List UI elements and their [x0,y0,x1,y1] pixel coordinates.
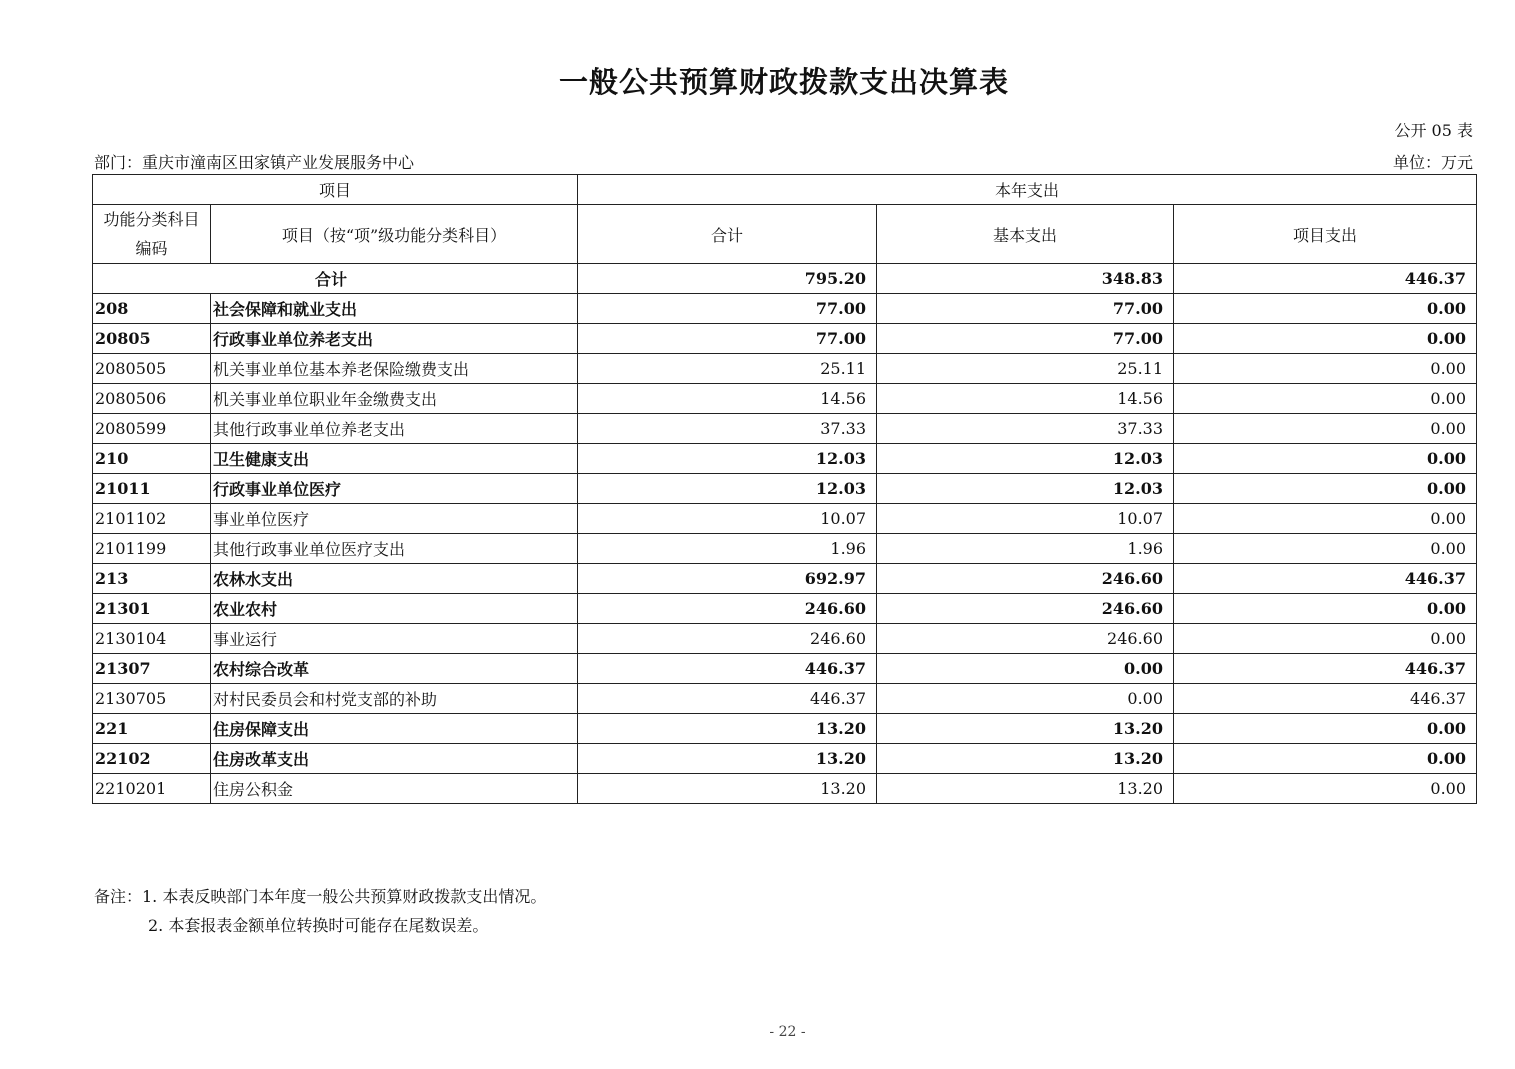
page-number: - 22 - [769,1024,806,1040]
row-basic: 0.00 [877,654,1174,684]
row-code: 210 [93,444,211,474]
row-code: 22102 [93,744,211,774]
row-name: 事业运行 [211,624,578,654]
note-2: 2. 本套报表金额单位转换时可能存在尾数误差。 [148,916,489,935]
row-basic: 246.60 [877,594,1174,624]
row-code: 21307 [93,654,211,684]
row-code: 2080505 [93,354,211,384]
row-total: 37.33 [578,414,877,444]
row-project: 446.37 [1174,654,1477,684]
row-total: 692.97 [578,564,877,594]
row-basic: 25.11 [877,354,1174,384]
notes [94,882,546,940]
row-basic: 246.60 [877,624,1174,654]
row-total: 12.03 [578,444,877,474]
table-row [93,744,1477,774]
table-row [93,414,1477,444]
row-project: 446.37 [1174,684,1477,714]
row-code: 21301 [93,594,211,624]
header-project-name: 项目（按“项”级功能分类科目） [211,205,578,264]
header-row-sub [93,205,1477,264]
row-basic: 12.03 [877,474,1174,504]
table-row [93,774,1477,804]
row-project: 446.37 [1174,564,1477,594]
row-basic: 13.20 [877,774,1174,804]
row-project: 0.00 [1174,504,1477,534]
row-name: 住房公积金 [211,774,578,804]
table-row [93,324,1477,354]
row-project: 0.00 [1174,414,1477,444]
row-code: 2210201 [93,774,211,804]
row-total: 12.03 [578,474,877,504]
table-row [93,714,1477,744]
table-row [93,444,1477,474]
row-name: 农业农村 [211,594,578,624]
row-total: 13.20 [578,714,877,744]
table-row [93,294,1477,324]
row-name: 卫生健康支出 [211,444,578,474]
row-code: 221 [93,714,211,744]
row-name: 社会保障和就业支出 [211,294,578,324]
row-project: 0.00 [1174,624,1477,654]
row-name: 农村综合改革 [211,654,578,684]
row-name: 机关事业单位职业年金缴费支出 [211,384,578,414]
row-name: 对村民委员会和村党支部的补助 [211,684,578,714]
row-code: 2080599 [93,414,211,444]
row-total: 246.60 [578,624,877,654]
row-total: 446.37 [578,684,877,714]
expenditure-table [92,174,1477,804]
row-basic: 13.20 [877,714,1174,744]
row-basic: 13.20 [877,744,1174,774]
row-total: 1.96 [578,534,877,564]
row-project: 0.00 [1174,474,1477,504]
row-total: 25.11 [578,354,877,384]
table-row [93,354,1477,384]
row-name: 农林水支出 [211,564,578,594]
row-basic: 10.07 [877,504,1174,534]
row-basic: 246.60 [877,564,1174,594]
row-basic: 1.96 [877,534,1174,564]
row-name: 机关事业单位基本养老保险缴费支出 [211,354,578,384]
row-total: 13.20 [578,744,877,774]
row-code: 2130705 [93,684,211,714]
row-basic: 14.56 [877,384,1174,414]
header-basic: 基本支出 [877,205,1174,264]
row-code: 213 [93,564,211,594]
note-1: 备注：1. 本表反映部门本年度一般公共预算财政拨款支出情况。 [94,887,547,906]
header-current-year-spending: 本年支出 [578,175,1477,205]
row-basic: 37.33 [877,414,1174,444]
header-project: 项目 [93,175,578,205]
row-project: 0.00 [1174,294,1477,324]
row-project: 0.00 [1174,384,1477,414]
table-row [93,384,1477,414]
table-row [93,684,1477,714]
row-project: 0.00 [1174,354,1477,384]
row-total: 10.07 [578,504,877,534]
row-code: 208 [93,294,211,324]
table-row [93,594,1477,624]
form-code: 公开 05 表 [1394,121,1473,140]
row-total: 77.00 [578,324,877,354]
table-row [93,474,1477,504]
header-func-code: 功能分类科目编码 [93,205,211,264]
row-code: 2080506 [93,384,211,414]
row-basic: 77.00 [877,324,1174,354]
row-code: 20805 [93,324,211,354]
row-project: 0.00 [1174,534,1477,564]
row-name: 其他行政事业单位医疗支出 [211,534,578,564]
row-total: 446.37 [578,654,877,684]
row-project: 0.00 [1174,714,1477,744]
row-code: 2101102 [93,504,211,534]
row-total: 14.56 [578,384,877,414]
total-project: 446.37 [1174,264,1477,294]
row-basic: 77.00 [877,294,1174,324]
row-project: 0.00 [1174,774,1477,804]
row-name: 住房改革支出 [211,744,578,774]
unit-label: 单位：万元 [1392,153,1473,172]
total-row [93,264,1477,294]
header-project-spending: 项目支出 [1174,205,1477,264]
table-row [93,654,1477,684]
row-project: 0.00 [1174,324,1477,354]
table-row [93,564,1477,594]
row-code: 21011 [93,474,211,504]
row-name: 行政事业单位医疗 [211,474,578,504]
row-total: 13.20 [578,774,877,804]
table-row [93,534,1477,564]
row-name: 行政事业单位养老支出 [211,324,578,354]
row-project: 0.00 [1174,444,1477,474]
row-project: 0.00 [1174,744,1477,774]
header-total: 合计 [578,205,877,264]
row-code: 2130104 [93,624,211,654]
row-name: 其他行政事业单位养老支出 [211,414,578,444]
row-name: 事业单位医疗 [211,504,578,534]
table-row [93,624,1477,654]
total-label: 合计 [93,264,578,294]
row-total: 77.00 [578,294,877,324]
row-name: 住房保障支出 [211,714,578,744]
total-basic: 348.83 [877,264,1174,294]
total-sum: 795.20 [578,264,877,294]
row-project: 0.00 [1174,594,1477,624]
department-label: 部门：重庆市潼南区田家镇产业发展服务中心 [94,153,415,172]
row-basic: 0.00 [877,684,1174,714]
page-title: 一般公共预算财政拨款支出决算表 [558,65,1009,99]
row-basic: 12.03 [877,444,1174,474]
row-code: 2101199 [93,534,211,564]
row-total: 246.60 [578,594,877,624]
table-row [93,504,1477,534]
header-row-top [93,175,1477,205]
